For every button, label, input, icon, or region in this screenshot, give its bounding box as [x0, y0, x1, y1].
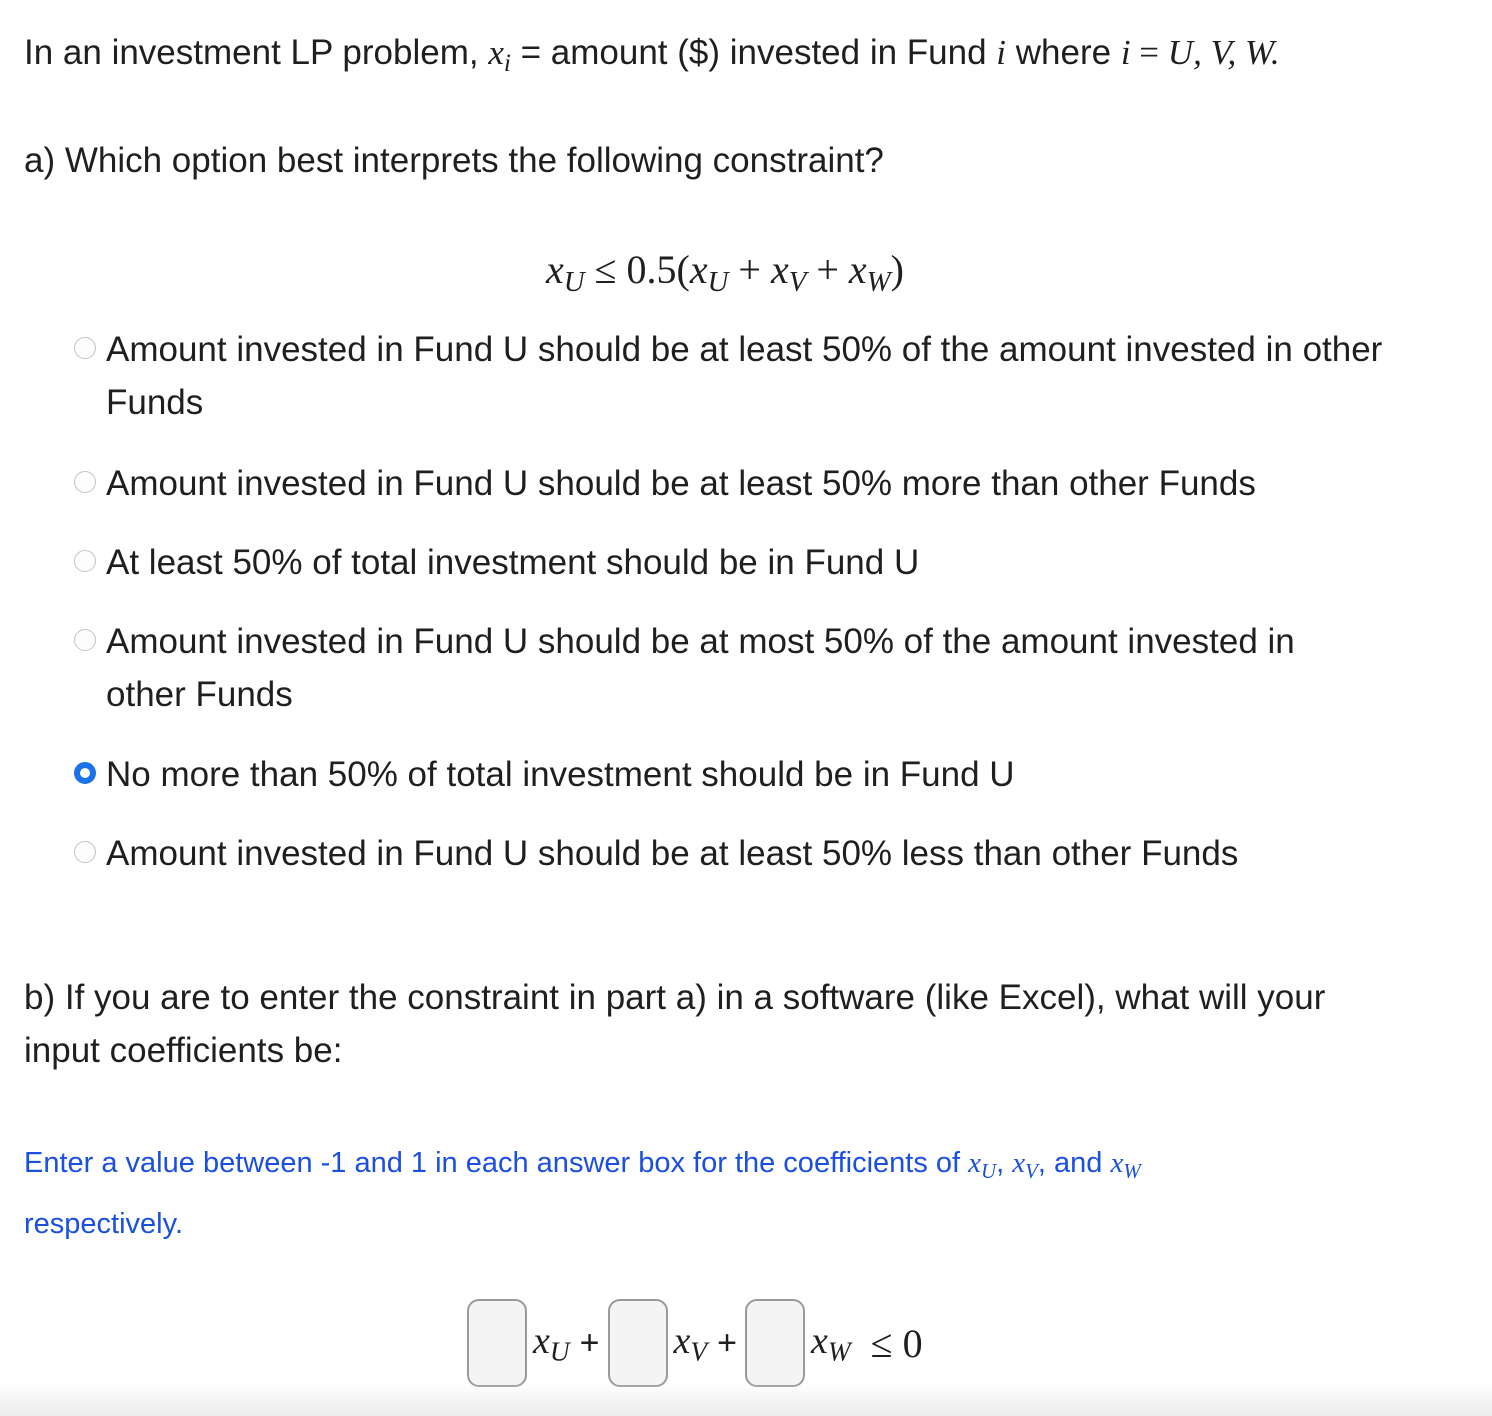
coefficient-xu-input[interactable]	[467, 1299, 527, 1387]
answer-option[interactable]	[72, 323, 1452, 429]
inequality-rhs: ≤ 0	[870, 1320, 923, 1366]
term-xw: $x_W$	[810, 1319, 851, 1367]
option-label: At least 50% of total investment should be in Fund U	[106, 543, 920, 582]
coefficient-xw-input[interactable]	[745, 1299, 805, 1387]
constraint-formula: $x_U \le 0.5(x_U + x_V + x_W)$	[546, 247, 904, 299]
coefficient-answer-row	[467, 1296, 923, 1390]
radio-button-checked[interactable]	[74, 762, 96, 784]
intro-where: where	[1006, 33, 1121, 72]
radio-button[interactable]	[74, 337, 96, 359]
radio-button[interactable]	[74, 471, 96, 493]
radio-button[interactable]	[74, 550, 96, 572]
term-xu: $x_U$	[533, 1319, 570, 1367]
plus-sign: +	[579, 1323, 600, 1362]
bottom-shadow	[0, 1382, 1492, 1416]
option-label: Amount invested in Fund U should be at least 50% less than other Funds	[106, 834, 1239, 873]
option-label: Amount invested in Fund U should be at least 50% of the amount invested in other Funds	[106, 330, 1383, 422]
option-label: No more than 50% of total investment should be in Fund U	[106, 755, 1015, 794]
option-label: Amount invested in Fund U should be at most 50% of the amount invested in other Funds	[106, 622, 1295, 714]
coef-var-v: $x_V$	[1012, 1147, 1038, 1183]
term-xv: $x_V$	[673, 1319, 708, 1367]
answer-option[interactable]	[72, 457, 1452, 510]
coef-var-u: $x_U$	[968, 1147, 997, 1183]
var-x-i: $x_i$	[488, 33, 511, 78]
instruction-text: Enter a value between -1 and 1 in each answer box for the coefficients of $x_U$, $x_V$, and $x_W$ respectively.	[24, 1147, 1141, 1240]
intro-prefix: In an investment LP problem,	[24, 33, 489, 72]
answer-option[interactable]	[72, 615, 1452, 721]
coef-var-w: $x_W$	[1110, 1147, 1141, 1183]
var-i: i	[996, 33, 1007, 72]
radio-button[interactable]	[74, 629, 96, 651]
equals-sign: =	[1130, 33, 1168, 72]
intro-definition: = amount ($) invested in Fund	[510, 33, 997, 72]
plus-sign: +	[717, 1323, 737, 1362]
coefficient-xv-input[interactable]	[608, 1299, 668, 1387]
answer-option[interactable]	[72, 536, 1452, 589]
answer-option-selected[interactable]	[72, 748, 1452, 801]
problem-intro	[24, 26, 1280, 90]
var-i-index: i	[1120, 33, 1131, 72]
fund-set: U, V, W.	[1167, 33, 1280, 72]
option-label: Amount invested in Fund U should be at least 50% more than other Funds	[106, 464, 1256, 503]
answer-option[interactable]	[72, 827, 1452, 880]
question-a: a) Which option best interprets the following constraint?	[24, 141, 884, 180]
radio-button[interactable]	[74, 841, 96, 863]
question-b: b) If you are to enter the constraint in part a) in a software (like Excel), what will your input coefficients be:	[24, 978, 1326, 1070]
